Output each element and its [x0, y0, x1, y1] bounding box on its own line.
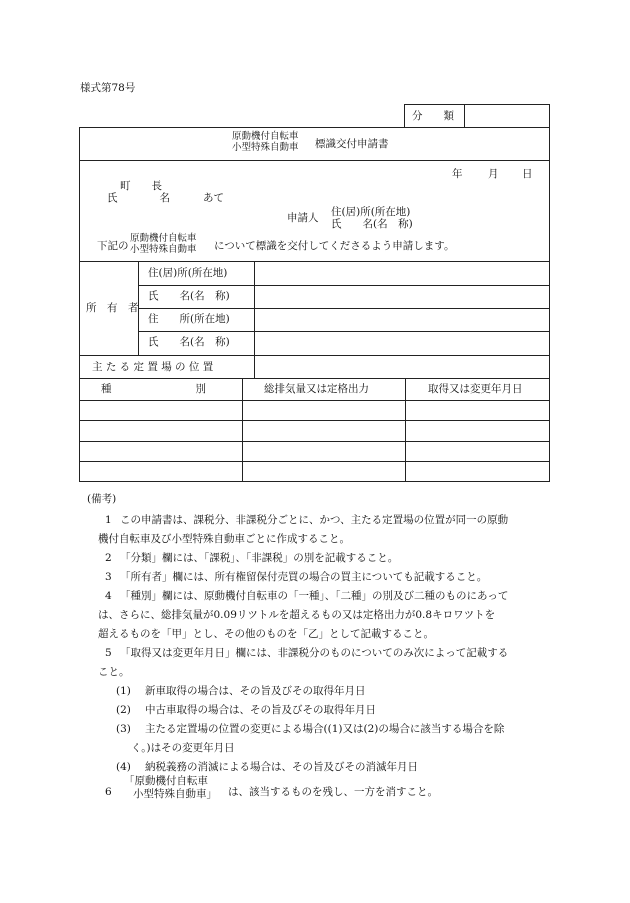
note6-lower: 小型特殊自動車」	[133, 788, 217, 800]
owner-name-field[interactable]	[256, 287, 548, 306]
owner-address-field[interactable]	[256, 263, 548, 283]
form-number: 様式第78号	[80, 82, 136, 94]
table-cell[interactable]	[243, 442, 404, 460]
request-vehicle	[130, 233, 197, 255]
subnote-line: 主たる定置場の位置の変更による場合((1)又は(2)の場合に該当する場合を除	[145, 723, 505, 735]
subnote-number: (2)	[116, 704, 131, 716]
date-year: 年	[452, 168, 463, 180]
date-day: 日	[522, 168, 533, 180]
storage-location-label: 主 た る 定 置 場 の 位 置	[92, 361, 214, 373]
table-cell[interactable]	[243, 462, 404, 481]
owner2-address-field[interactable]	[256, 310, 548, 329]
subnote-line: 中古車取得の場合は、その旨及びその取得年月日	[145, 704, 376, 716]
applicant-name: 氏 名(名 称)	[331, 218, 413, 230]
table-cell[interactable]	[406, 442, 549, 460]
classification-field[interactable]	[466, 106, 548, 126]
note-line: は、さらに、総排気量が0.09リツトルを超えるもの又は定格出力が0.8キロワツトを	[98, 609, 496, 621]
note-line: 超えるものを「甲」とし、その他のものを「乙」として記載すること。	[98, 628, 434, 640]
applicant-address: 住(居)所(所在地)	[331, 206, 411, 218]
request-prefix: 下記の	[97, 240, 129, 252]
title-lower: 小型特殊自動車	[232, 142, 299, 153]
owner-label: 所 有 者	[86, 302, 139, 314]
note-line: この申請書は、課税分、非課税分ごとに、かつ、主たる定置場の位置が同一の原動	[120, 514, 509, 526]
note-line: 「種別」欄には、原動機付自転車の「一種」、「二種」の別及び二種のものにあって	[120, 590, 509, 602]
subnote-number: (1)	[116, 685, 131, 697]
title-upper: 原動機付自転車	[232, 131, 299, 142]
note-line: 機付自転車及び小型特殊自動車ごとに作成すること。	[98, 533, 350, 545]
table-header-displacement: 総排気量又は定格出力	[264, 383, 369, 395]
note-number: 1	[105, 514, 112, 526]
request-lower: 小型特殊自動車	[130, 244, 197, 255]
note-line: 「取得又は変更年月日」欄には、非課税分のものについてのみ次によって記載する	[120, 647, 509, 659]
owner-row-label: 住 所(所在地)	[148, 313, 230, 325]
owner-row-label: 氏 名(名 称)	[148, 336, 230, 348]
notes-heading: (備考)	[87, 493, 117, 505]
note6-upper: 「原動機付自転車	[124, 775, 208, 787]
table-header-type: 種 別	[101, 383, 206, 395]
table-cell[interactable]	[406, 401, 549, 419]
request-upper: 原動機付自転車	[130, 233, 197, 244]
classification-label: 分 類	[412, 110, 454, 122]
owner-row-label: 住(居)所(所在地)	[148, 267, 228, 279]
addressee-ate: あて	[203, 192, 224, 204]
request-suffix: について標識を交付してくださるよう申請します。	[214, 240, 455, 252]
table-cell[interactable]	[80, 462, 241, 481]
subnote-line: 新車取得の場合は、その旨及びその取得年月日	[145, 685, 366, 697]
note-number: 4	[105, 590, 112, 602]
applicant-label: 申請人	[287, 212, 319, 224]
note-number: 5	[105, 647, 112, 659]
note-line: 「分類」欄には、「課税」、「非課税」の別を記載すること。	[120, 552, 399, 564]
note-line: こと。	[98, 666, 130, 678]
table-header-date: 取得又は変更年月日	[428, 383, 523, 395]
title	[232, 131, 299, 153]
table-cell[interactable]	[243, 421, 404, 440]
note6-vehicle	[124, 775, 217, 801]
addressee-mayor: 町 長	[120, 180, 162, 192]
title-suffix: 標識交付申請書	[315, 138, 389, 150]
note-number: 6	[105, 786, 112, 798]
date-month: 月	[488, 168, 499, 180]
subnote-line: 納税義務の消滅による場合は、その旨及びその消滅年月日	[145, 761, 418, 773]
owner-row-label: 氏 名(名 称)	[148, 290, 230, 302]
note6-suffix: は、該当するものを残し、一方を消すこと。	[228, 786, 438, 798]
addressee-name: 氏 名	[107, 192, 170, 204]
note-line: 「所有者」欄には、所有権留保付売買の場合の買主についても記載すること。	[120, 571, 488, 583]
subnote-line: く。)はその変更年月日	[131, 742, 235, 754]
note-number: 3	[105, 571, 112, 583]
owner2-name-field[interactable]	[256, 333, 548, 353]
storage-location-field[interactable]	[256, 357, 548, 377]
table-cell[interactable]	[243, 401, 404, 419]
subnote-number: (4)	[116, 761, 131, 773]
table-cell[interactable]	[80, 442, 241, 460]
subnote-number: (3)	[116, 723, 131, 735]
table-cell[interactable]	[406, 462, 549, 481]
table-cell[interactable]	[406, 421, 549, 440]
table-cell[interactable]	[80, 421, 241, 440]
table-cell[interactable]	[80, 401, 241, 419]
note-number: 2	[105, 552, 112, 564]
